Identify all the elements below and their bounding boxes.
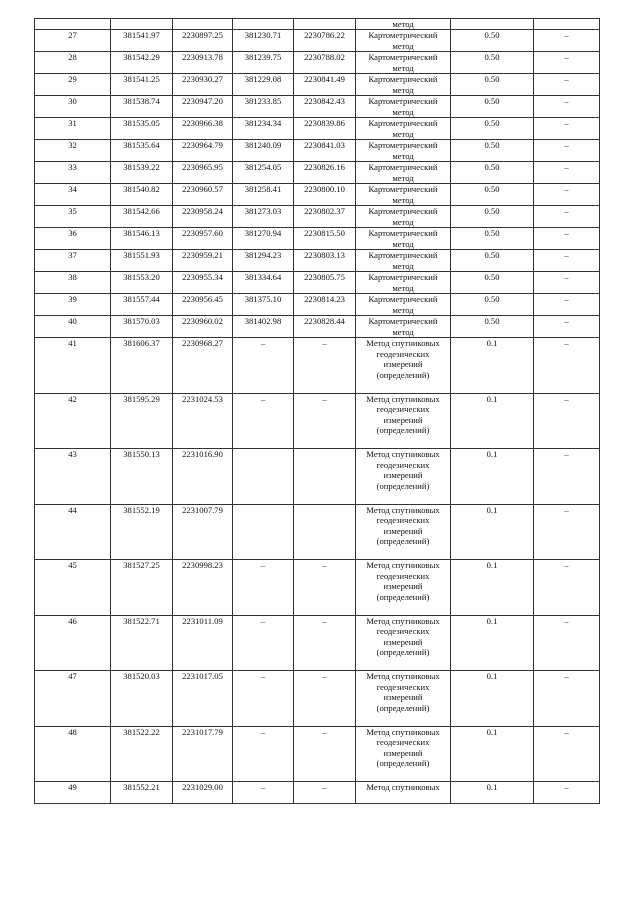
cell-point-number: 33 bbox=[35, 162, 111, 184]
cell-x-old: 381234.34 bbox=[233, 118, 294, 140]
cell-extra: – bbox=[534, 228, 600, 250]
table-row bbox=[35, 393, 600, 449]
cell-method-tail: метод bbox=[356, 19, 451, 30]
cell-point-number: 42 bbox=[35, 393, 111, 449]
cell-method: Картометрический метод bbox=[356, 96, 451, 118]
cell-method: Картометрический метод bbox=[356, 74, 451, 96]
cell-method: Метод спутниковых геодезических измерений (определений) bbox=[356, 615, 451, 671]
cell-y-old: 2230841.03 bbox=[294, 140, 356, 162]
cell-y-old: – bbox=[294, 393, 356, 449]
table-body bbox=[35, 19, 600, 804]
cell-y: 2230947.20 bbox=[173, 96, 233, 118]
cell-extra: – bbox=[534, 206, 600, 228]
cell-x: 381542.29 bbox=[111, 52, 173, 74]
cell-x-old: – bbox=[233, 560, 294, 616]
cell-y-old: 2230814.23 bbox=[294, 294, 356, 316]
cell-x-old: – bbox=[233, 782, 294, 804]
cell-y-old: 2230802.37 bbox=[294, 206, 356, 228]
cell-y: 2230930.27 bbox=[173, 74, 233, 96]
cell-x-old: – bbox=[233, 338, 294, 394]
cell-y: 2231007.79 bbox=[173, 504, 233, 560]
table-row bbox=[35, 449, 600, 505]
cell-extra: – bbox=[534, 316, 600, 338]
cell-precision: 0.50 bbox=[451, 250, 534, 272]
cell-y: 2230956.45 bbox=[173, 294, 233, 316]
cell-x-old: 381233.85 bbox=[233, 96, 294, 118]
cell-x: 381546.13 bbox=[111, 228, 173, 250]
cell-x: 381520.03 bbox=[111, 671, 173, 727]
cell-method: Картометрический метод bbox=[356, 118, 451, 140]
cell-y-old: – bbox=[294, 560, 356, 616]
cell-x-old: 381270.94 bbox=[233, 228, 294, 250]
cell-precision: 0.50 bbox=[451, 118, 534, 140]
cell-y: 2230960.57 bbox=[173, 184, 233, 206]
cell-y: 2231016.90 bbox=[173, 449, 233, 505]
cell-point-number: 37 bbox=[35, 250, 111, 272]
cell-x-old bbox=[233, 449, 294, 505]
table-row bbox=[35, 52, 600, 74]
cell-x: 381552.21 bbox=[111, 782, 173, 804]
cell-precision: 0.1 bbox=[451, 726, 534, 782]
cell-point-number: 41 bbox=[35, 338, 111, 394]
cell-point-number: 27 bbox=[35, 30, 111, 52]
cell-precision: 0.50 bbox=[451, 74, 534, 96]
cell-extra: – bbox=[534, 250, 600, 272]
cell-y: 2230959.21 bbox=[173, 250, 233, 272]
cell-extra: – bbox=[534, 671, 600, 727]
cell-method: Картометрический метод bbox=[356, 316, 451, 338]
cell-extra: – bbox=[534, 74, 600, 96]
cell-y-old: 2230841.49 bbox=[294, 74, 356, 96]
cell-x: 381527.25 bbox=[111, 560, 173, 616]
cell-method: Картометрический метод bbox=[356, 250, 451, 272]
cell-x-old: 381402.98 bbox=[233, 316, 294, 338]
cell-point-number: 45 bbox=[35, 560, 111, 616]
cell-point-number: 29 bbox=[35, 74, 111, 96]
cell-extra: – bbox=[534, 30, 600, 52]
cell-point-number: 30 bbox=[35, 96, 111, 118]
cell-y: 2231017.05 bbox=[173, 671, 233, 727]
cell-precision: 0.50 bbox=[451, 206, 534, 228]
cell-x: 381570.03 bbox=[111, 316, 173, 338]
cell-x: 381542.66 bbox=[111, 206, 173, 228]
cell-method: Метод спутниковых геодезических измерений (определений) bbox=[356, 393, 451, 449]
table-row bbox=[35, 74, 600, 96]
table-row bbox=[35, 316, 600, 338]
cell-x-old: 381229.08 bbox=[233, 74, 294, 96]
cell-x: 381535.64 bbox=[111, 140, 173, 162]
cell-y: 2231029.00 bbox=[173, 782, 233, 804]
cell-method: Метод спутниковых геодезических измерений (определений) bbox=[356, 504, 451, 560]
cell-precision: 0.50 bbox=[451, 162, 534, 184]
cell-x-old: 381273.03 bbox=[233, 206, 294, 228]
cell-point-number: 31 bbox=[35, 118, 111, 140]
cell-extra: – bbox=[534, 393, 600, 449]
cell-method: Метод спутниковых геодезических измерений (определений) bbox=[356, 726, 451, 782]
cell-x: 381522.71 bbox=[111, 615, 173, 671]
cell-point-number: 35 bbox=[35, 206, 111, 228]
cell-extra: – bbox=[534, 96, 600, 118]
table-row bbox=[35, 272, 600, 294]
table-row bbox=[35, 671, 600, 727]
table-row bbox=[35, 294, 600, 316]
cell-x-old: – bbox=[233, 671, 294, 727]
cell-y-old: – bbox=[294, 615, 356, 671]
cell-point-number: 49 bbox=[35, 782, 111, 804]
cell-point-number: 40 bbox=[35, 316, 111, 338]
table-row bbox=[35, 118, 600, 140]
table-row bbox=[35, 96, 600, 118]
cell-method: Картометрический метод bbox=[356, 294, 451, 316]
cell-extra: – bbox=[534, 162, 600, 184]
cell-x: 381552.19 bbox=[111, 504, 173, 560]
table-row bbox=[35, 162, 600, 184]
cell-method: Картометрический метод bbox=[356, 228, 451, 250]
cell-extra: – bbox=[534, 449, 600, 505]
cell-y: 2231011.09 bbox=[173, 615, 233, 671]
cell-extra: – bbox=[534, 294, 600, 316]
table-row bbox=[35, 504, 600, 560]
cell-y-old bbox=[294, 449, 356, 505]
cell-precision: 0.1 bbox=[451, 393, 534, 449]
cell-y-old: – bbox=[294, 726, 356, 782]
cell-y-old: 2230842.43 bbox=[294, 96, 356, 118]
cell-extra: – bbox=[534, 140, 600, 162]
cell-point-number: 48 bbox=[35, 726, 111, 782]
cell-x: 381553.20 bbox=[111, 272, 173, 294]
cell-method: Картометрический метод bbox=[356, 52, 451, 74]
cell-empty bbox=[451, 19, 534, 30]
cell-x-old: 381258.41 bbox=[233, 184, 294, 206]
cell-y: 2230957.60 bbox=[173, 228, 233, 250]
cell-y-old: 2230815.50 bbox=[294, 228, 356, 250]
cell-precision: 0.50 bbox=[451, 272, 534, 294]
cell-x: 381606.37 bbox=[111, 338, 173, 394]
cell-x-old: 381375.10 bbox=[233, 294, 294, 316]
cell-precision: 0.1 bbox=[451, 671, 534, 727]
table-row-continued bbox=[35, 19, 600, 30]
cell-empty bbox=[534, 19, 600, 30]
cell-x: 381539.22 bbox=[111, 162, 173, 184]
cell-y-old: 2230826.16 bbox=[294, 162, 356, 184]
cell-method: Метод спутниковых геодезических измерений (определений) bbox=[356, 671, 451, 727]
cell-method: Метод спутниковых геодезических измерений (определений) bbox=[356, 560, 451, 616]
cell-method: Метод спутниковых bbox=[356, 782, 451, 804]
cell-method: Картометрический метод bbox=[356, 140, 451, 162]
cell-y: 2230955.34 bbox=[173, 272, 233, 294]
coordinates-table bbox=[34, 18, 600, 804]
cell-extra: – bbox=[534, 726, 600, 782]
cell-y: 2230966.38 bbox=[173, 118, 233, 140]
cell-x: 381557.44 bbox=[111, 294, 173, 316]
cell-point-number: 28 bbox=[35, 52, 111, 74]
cell-precision: 0.50 bbox=[451, 52, 534, 74]
cell-y: 2230958.24 bbox=[173, 206, 233, 228]
table-row bbox=[35, 560, 600, 616]
cell-x-old: 381334.64 bbox=[233, 272, 294, 294]
table-row bbox=[35, 615, 600, 671]
cell-y-old: – bbox=[294, 338, 356, 394]
table-row bbox=[35, 338, 600, 394]
cell-point-number: 47 bbox=[35, 671, 111, 727]
cell-y: 2230913.78 bbox=[173, 52, 233, 74]
cell-point-number: 39 bbox=[35, 294, 111, 316]
cell-y-old: – bbox=[294, 671, 356, 727]
cell-point-number: 38 bbox=[35, 272, 111, 294]
cell-method: Картометрический метод bbox=[356, 184, 451, 206]
cell-precision: 0.50 bbox=[451, 96, 534, 118]
cell-extra: – bbox=[534, 338, 600, 394]
cell-x-old: 381254.05 bbox=[233, 162, 294, 184]
cell-y: 2230965.95 bbox=[173, 162, 233, 184]
table-row bbox=[35, 250, 600, 272]
cell-extra: – bbox=[534, 504, 600, 560]
cell-point-number: 46 bbox=[35, 615, 111, 671]
cell-y: 2230960.02 bbox=[173, 316, 233, 338]
cell-point-number: 36 bbox=[35, 228, 111, 250]
cell-y: 2230897.25 bbox=[173, 30, 233, 52]
cell-x: 381551.93 bbox=[111, 250, 173, 272]
cell-x-old: – bbox=[233, 615, 294, 671]
cell-x: 381541.97 bbox=[111, 30, 173, 52]
cell-precision: 0.50 bbox=[451, 30, 534, 52]
table-row bbox=[35, 184, 600, 206]
cell-method: Картометрический метод bbox=[356, 206, 451, 228]
cell-y: 2230998.23 bbox=[173, 560, 233, 616]
cell-precision: 0.1 bbox=[451, 504, 534, 560]
cell-y-old: 2230800.10 bbox=[294, 184, 356, 206]
cell-precision: 0.1 bbox=[451, 449, 534, 505]
table-row bbox=[35, 782, 600, 804]
cell-x: 381522.22 bbox=[111, 726, 173, 782]
cell-x-old: 381240.09 bbox=[233, 140, 294, 162]
cell-precision: 0.50 bbox=[451, 228, 534, 250]
cell-x-old: – bbox=[233, 726, 294, 782]
table-row bbox=[35, 228, 600, 250]
cell-x: 381550.13 bbox=[111, 449, 173, 505]
cell-x-old: 381230.71 bbox=[233, 30, 294, 52]
cell-extra: – bbox=[534, 52, 600, 74]
cell-y: 2230968.27 bbox=[173, 338, 233, 394]
cell-point-number: 32 bbox=[35, 140, 111, 162]
cell-empty bbox=[111, 19, 173, 30]
cell-precision: 0.1 bbox=[451, 560, 534, 616]
cell-precision: 0.50 bbox=[451, 294, 534, 316]
cell-point-number: 43 bbox=[35, 449, 111, 505]
cell-x: 381541.25 bbox=[111, 74, 173, 96]
cell-precision: 0.1 bbox=[451, 615, 534, 671]
cell-x-old bbox=[233, 504, 294, 560]
cell-method: Картометрический метод bbox=[356, 272, 451, 294]
cell-y-old: 2230786.22 bbox=[294, 30, 356, 52]
cell-point-number: 44 bbox=[35, 504, 111, 560]
table-row bbox=[35, 206, 600, 228]
cell-y: 2230964.79 bbox=[173, 140, 233, 162]
cell-x: 381535.05 bbox=[111, 118, 173, 140]
cell-precision: 0.1 bbox=[451, 338, 534, 394]
cell-precision: 0.50 bbox=[451, 140, 534, 162]
cell-extra: – bbox=[534, 560, 600, 616]
cell-method: Метод спутниковых геодезических измерений (определений) bbox=[356, 449, 451, 505]
cell-x-old: 381294.23 bbox=[233, 250, 294, 272]
cell-y: 2231017.79 bbox=[173, 726, 233, 782]
cell-x-old: – bbox=[233, 393, 294, 449]
cell-point-number: 34 bbox=[35, 184, 111, 206]
cell-y-old bbox=[294, 504, 356, 560]
cell-extra: – bbox=[534, 184, 600, 206]
table-row bbox=[35, 140, 600, 162]
cell-extra: – bbox=[534, 118, 600, 140]
table-row bbox=[35, 30, 600, 52]
cell-y-old: 2230839.86 bbox=[294, 118, 356, 140]
cell-y-old: 2230805.75 bbox=[294, 272, 356, 294]
cell-extra: – bbox=[534, 615, 600, 671]
cell-empty bbox=[173, 19, 233, 30]
cell-x-old: 381239.75 bbox=[233, 52, 294, 74]
cell-method: Картометрический метод bbox=[356, 30, 451, 52]
cell-y-old: – bbox=[294, 782, 356, 804]
cell-empty bbox=[35, 19, 111, 30]
cell-y-old: 2230788.02 bbox=[294, 52, 356, 74]
cell-empty bbox=[233, 19, 294, 30]
cell-method: Картометрический метод bbox=[356, 162, 451, 184]
cell-y: 2231024.53 bbox=[173, 393, 233, 449]
cell-method: Метод спутниковых геодезических измерений (определений) bbox=[356, 338, 451, 394]
cell-y-old: 2230803.13 bbox=[294, 250, 356, 272]
table-row bbox=[35, 726, 600, 782]
cell-y-old: 2230828.44 bbox=[294, 316, 356, 338]
cell-x: 381540.82 bbox=[111, 184, 173, 206]
cell-precision: 0.1 bbox=[451, 782, 534, 804]
cell-extra: – bbox=[534, 782, 600, 804]
cell-extra: – bbox=[534, 272, 600, 294]
cell-precision: 0.50 bbox=[451, 184, 534, 206]
cell-empty bbox=[294, 19, 356, 30]
cell-precision: 0.50 bbox=[451, 316, 534, 338]
cell-x: 381538.74 bbox=[111, 96, 173, 118]
cell-x: 381595.29 bbox=[111, 393, 173, 449]
